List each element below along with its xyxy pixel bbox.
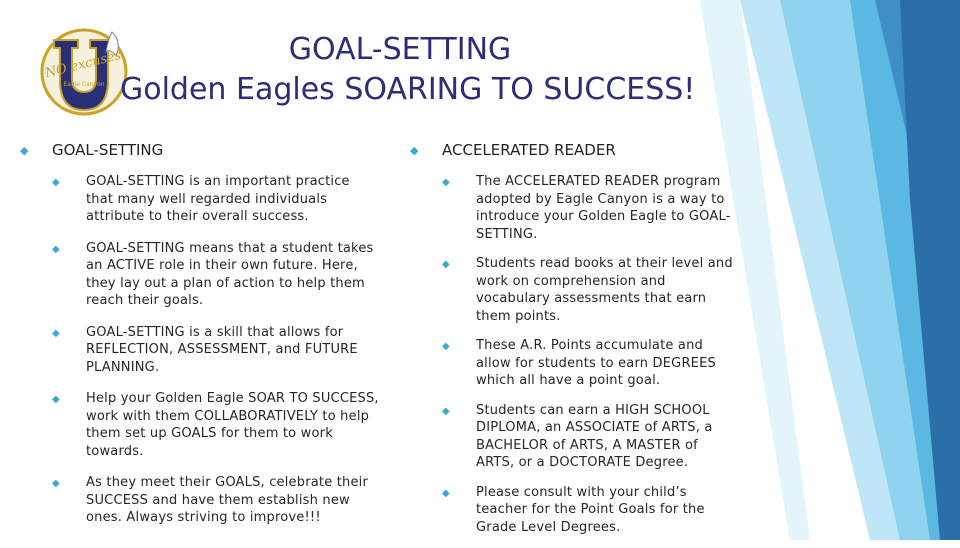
diamond-bullet-icon: ◆ xyxy=(442,487,450,499)
list-item: ◆ Help your Golden Eagle SOAR TO SUCCESS, work with them COLLABORATIVELY to help them set up GOALS for them to work towards. xyxy=(52,391,379,459)
left-list xyxy=(20,173,380,527)
list-item: ◆ GOAL-SETTING is an important practice that many well regarded individuals attribute to their overall success. xyxy=(52,174,350,224)
accelerated-reader-column xyxy=(410,140,740,548)
list-item: ◆ GOAL-SETTING means that a student takes an ACTIVE role in their own future. Here, they lay out a plan of action to help them reach their goals. xyxy=(52,240,374,308)
list-item: ◆ Please consult with your child’s teacher for the Point Goals for the Grade Level Degrees. xyxy=(442,484,705,535)
diamond-bullet-icon: ◆ xyxy=(442,405,450,417)
diamond-bullet-icon: ◆ xyxy=(52,177,60,188)
list-item: ◆ These A.R. Points accumulate and allow for students to earn DEGREES which all have a point goal. xyxy=(442,338,716,388)
diamond-bullet-icon: ◆ xyxy=(52,243,60,255)
diamond-bullet-icon: ◆ xyxy=(52,478,60,489)
list-item: ◆ Students read books at their level and work on comprehension and vocabulary assessments that earn them points. xyxy=(442,256,733,324)
list-item: ◆ GOAL-SETTING is a skill that allows for REFLECTION, ASSESSMENT, and FUTURE PLANNING. xyxy=(52,324,358,375)
diamond-bullet-icon: ◆ xyxy=(20,144,29,157)
logo-sub-text: Eagle Canyon xyxy=(63,81,105,88)
title-line-1: GOAL-SETTING xyxy=(288,32,512,67)
title-line-2: Golden Eagles SOARING TO SUCCESS! xyxy=(120,72,696,107)
list-item: ◆ As they meet their GOALS, celebrate their SUCCESS and have them establish new ones. Always striving to improve!!! xyxy=(52,475,369,525)
page-title xyxy=(120,30,696,110)
logo-ring-text: NO excuses xyxy=(43,47,123,82)
diamond-bullet-icon: ◆ xyxy=(442,259,450,270)
right-heading: ◆ ACCELERATED READER xyxy=(410,141,616,159)
diamond-bullet-icon: ◆ xyxy=(442,341,450,352)
goal-setting-column xyxy=(20,140,380,541)
left-heading: ◆ GOAL-SETTING xyxy=(20,141,164,159)
diamond-bullet-icon: ◆ xyxy=(442,177,450,188)
diamond-bullet-icon: ◆ xyxy=(52,394,60,405)
list-item: ◆ The ACCELERATED READER program adopted by Eagle Canyon is a way to introduce your Golden Eagle to GOAL-SETTING. xyxy=(442,174,731,242)
list-item: ◆ Students can earn a HIGH SCHOOL DIPLOMA, an ASSOCIATE of ARTS, a BACHELOR of ARTS, A MASTER of ARTS, or a DOCTORATE Degree. xyxy=(442,402,713,470)
diamond-bullet-icon: ◆ xyxy=(52,327,60,339)
right-list xyxy=(410,173,740,536)
diamond-bullet-icon: ◆ xyxy=(410,144,419,157)
